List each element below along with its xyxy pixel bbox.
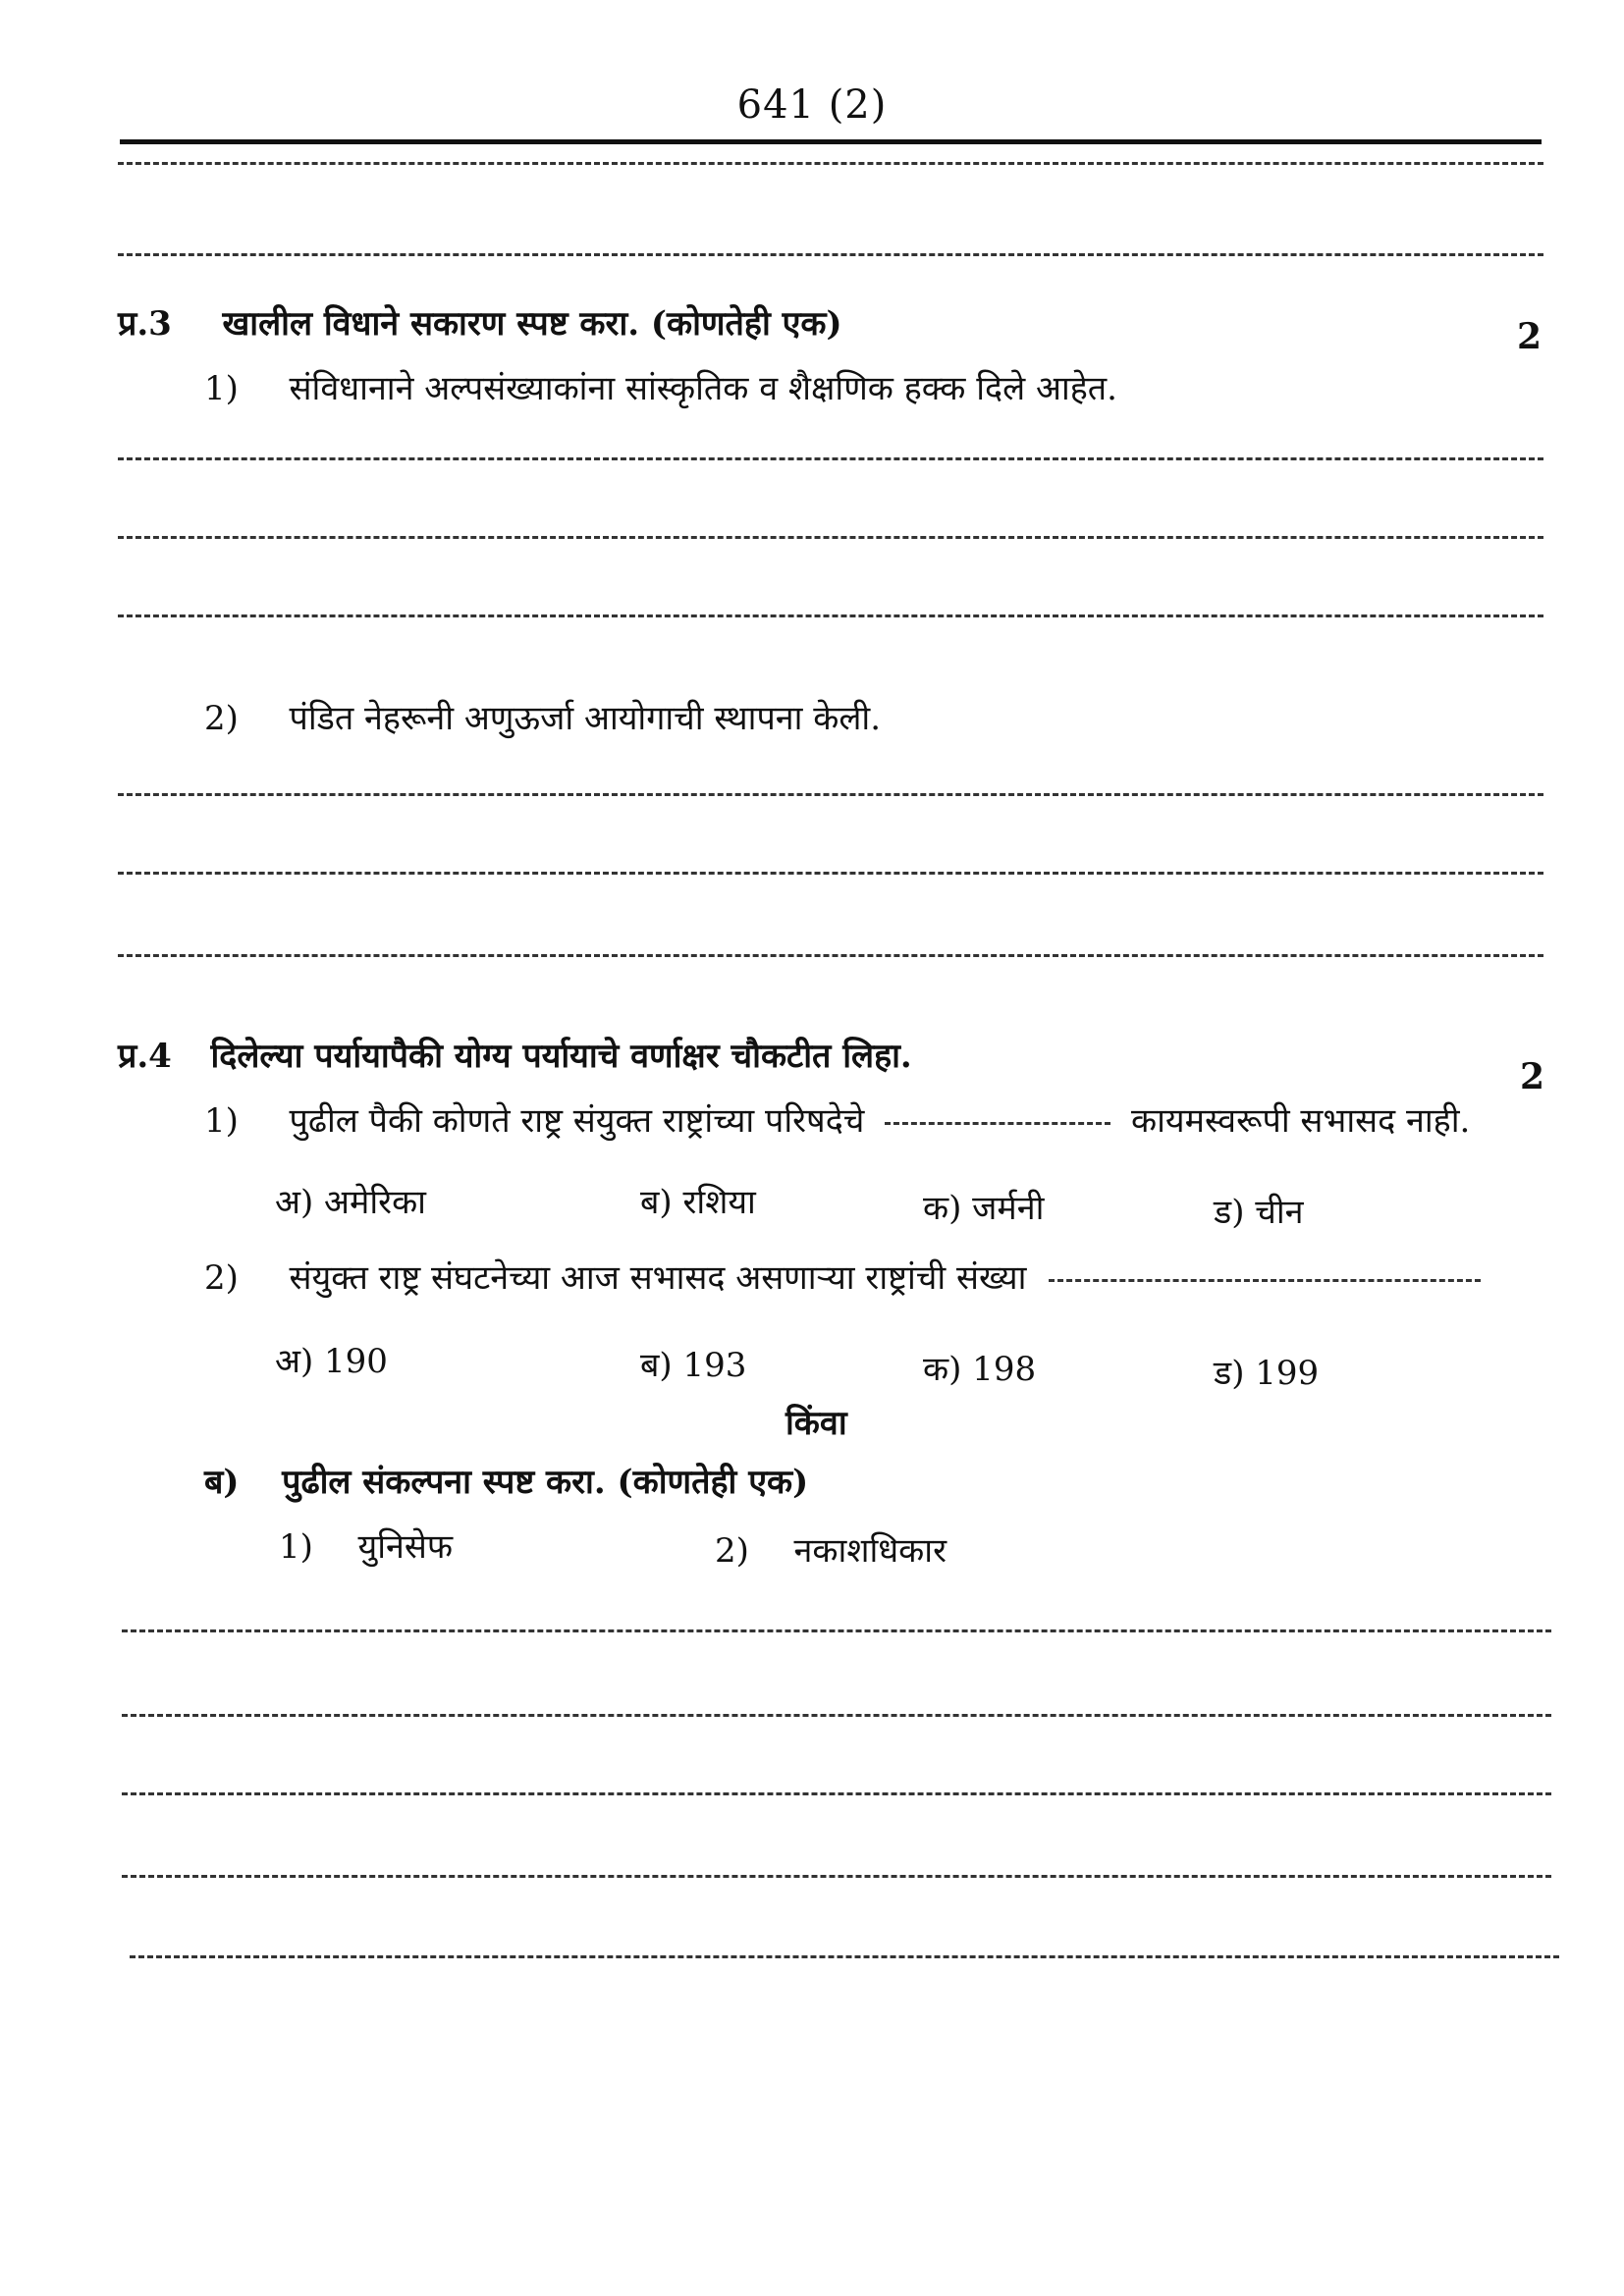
q3-header: [118, 304, 842, 345]
q4-b-title: पुढील संकल्पना स्पष्ट करा. (कोणतेही एक): [282, 1463, 809, 1502]
item-number: 1): [204, 369, 239, 408]
q4-item-1: [204, 1101, 1470, 1142]
item-text: युनिसेफ: [357, 1527, 454, 1567]
item-text: पंडित नेहरूनी अणुऊर्जा आयोगाची स्थापना केली.: [289, 699, 882, 738]
blank-line: [885, 1122, 1110, 1125]
page-number: 641 (2): [736, 82, 888, 128]
q3-item-2: [204, 699, 881, 739]
q3-number: प्र.3: [118, 304, 172, 344]
answer-line: [118, 162, 1543, 165]
item-number: 2): [204, 1258, 239, 1298]
q4-item-2: [204, 1258, 1481, 1299]
answer-line: [118, 457, 1543, 460]
q4-b-item-2: [715, 1531, 947, 1572]
answer-line: [118, 793, 1543, 796]
item-number: 2): [204, 699, 239, 738]
answer-line: [122, 1629, 1551, 1632]
item-number: 1): [204, 1101, 239, 1141]
answer-line: [118, 614, 1543, 617]
q4-header: [118, 1037, 912, 1077]
option: अ) अमेरिका: [275, 1183, 426, 1222]
answer-line: [122, 1792, 1551, 1795]
option: ड) चीन: [1214, 1193, 1304, 1232]
header-rule: [120, 139, 1542, 144]
answer-line: [122, 1714, 1551, 1717]
answer-line: [118, 536, 1543, 539]
q4-number: प्र.4: [118, 1037, 172, 1076]
q4-b-number: ब): [204, 1463, 240, 1502]
q3-title: खालील विधाने सकारण स्पष्ट करा. (कोणतेही एक): [222, 304, 842, 344]
q4-title: दिलेल्या पर्यायापैकी योग्य पर्यायाचे वर्णाक्षर चौकटीत लिहा.: [210, 1037, 912, 1076]
answer-line: [122, 1875, 1551, 1878]
answer-line: [118, 253, 1543, 256]
item-text-after: कायमस्वरूपी सभासद नाही.: [1130, 1101, 1471, 1141]
answer-line: [130, 1955, 1559, 1958]
or-label: किंवा: [785, 1404, 847, 1443]
option: ब) रशिया: [640, 1183, 756, 1222]
option: अ) 190: [275, 1342, 388, 1381]
item-text: पुढील पैकी कोणते राष्ट्र संयुक्त राष्ट्रांच्या परिषदेचे: [289, 1101, 865, 1141]
option: क) 198: [923, 1350, 1037, 1389]
answer-line: [118, 872, 1543, 875]
answer-line: [118, 954, 1543, 957]
q4-b-header: [204, 1463, 808, 1503]
item-text: नकाशधिकार: [793, 1531, 947, 1571]
option: क) जर्मनी: [923, 1189, 1045, 1228]
item-number: 1): [279, 1527, 313, 1567]
option: ब) 193: [640, 1346, 747, 1385]
q4-marks: 2: [1520, 1056, 1545, 1097]
q4-b-item-1: [279, 1527, 453, 1568]
option: ड) 199: [1214, 1354, 1320, 1393]
item-text: संविधानाने अल्पसंख्याकांना सांस्कृतिक व शैक्षणिक हक्क दिले आहेत.: [289, 369, 1117, 408]
item-number: 2): [715, 1531, 749, 1571]
q3-marks: 2: [1517, 316, 1543, 357]
q3-item-1: [204, 369, 1117, 409]
blank-line: [1049, 1279, 1481, 1282]
item-text: संयुक्त राष्ट्र संघटनेच्या आज सभासद असणाऱ्या राष्ट्रांची संख्या: [289, 1258, 1027, 1298]
